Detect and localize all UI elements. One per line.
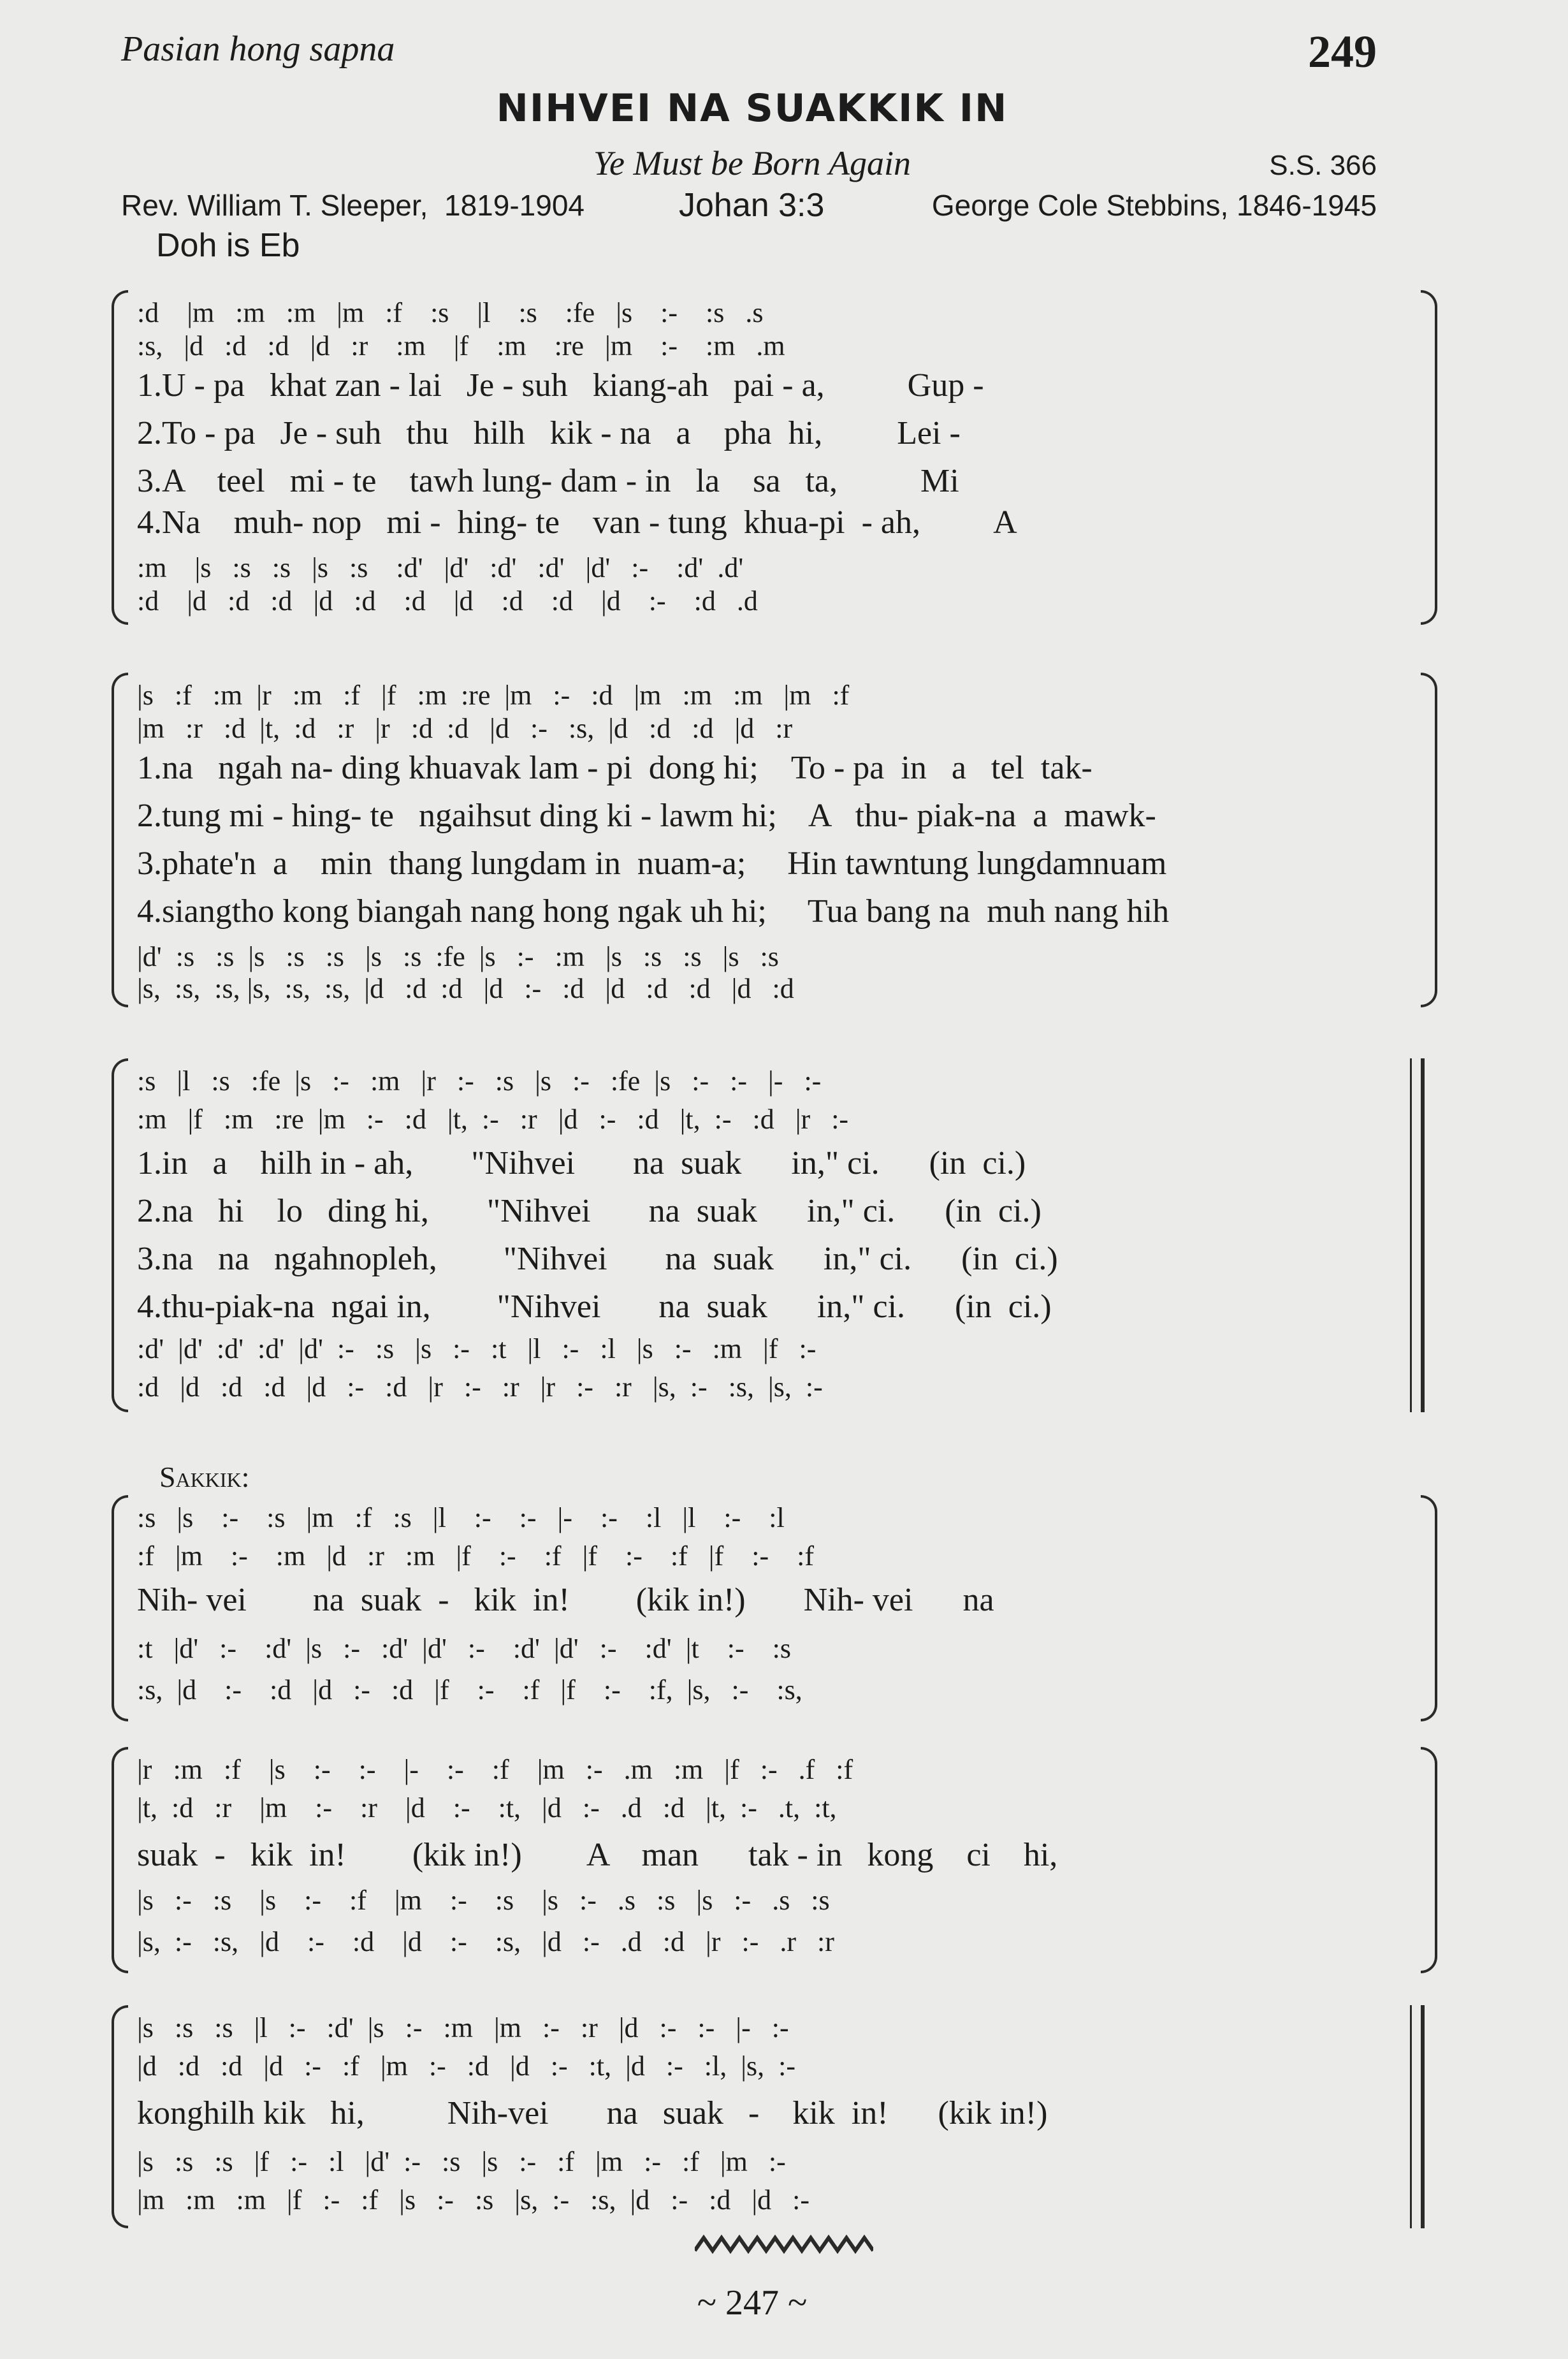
system-brace-left [112, 673, 128, 1007]
bass-line: :s, |d :- :d |d :- :d |f :- :f |f :- :f, |s, :- :s, [137, 1674, 802, 1705]
lyric-verse-3: 3.A teel mi - te tawh lung- dam - in la sa ta, Mi [137, 463, 959, 499]
alto-line: |d :d :d |d :- :f |m :- :d |d :- :t, |d :- :l, |s, :- [137, 2050, 796, 2082]
lyric-verse-3: 3.na na ngahnopleh, "Nihvei na suak in," ci. (in ci.) [137, 1241, 1058, 1277]
tenor-line: |s :- :s |s :- :f |m :- :s |s :- .s :s |s :- .s :s [137, 1885, 830, 1916]
soprano-line: :d |m :m :m |m :f :s |l :s :fe |s :- :s .s [137, 297, 764, 328]
key-signature: Doh is Eb [156, 227, 300, 264]
section-end-barline [1410, 1058, 1412, 1412]
section-end-barline [1421, 1058, 1425, 1412]
music-system-1 [112, 290, 1437, 625]
hymn-title: NIHVEI NA SUAKKIK IN [496, 86, 1008, 131]
system-brace-right [1421, 673, 1437, 1007]
lyric-verse-3: 3.phate'n a min thang lungdam in nuam-a; Hin tawntung lungdamnuam [137, 845, 1167, 882]
alto-line: :m |f :m :re |m :- :d |t, :- :r |d :- :d |t, :- :d |r :- [137, 1104, 849, 1135]
lyric-verse-2: 2.To - pa Je - suh thu hilh kik - na a pha hi, Lei - [137, 415, 961, 451]
final-barline [1421, 2005, 1425, 2228]
music-system-4 [112, 1495, 1437, 1721]
music-system-5 [112, 1747, 1437, 1973]
system-brace-left [112, 1747, 128, 1973]
music-system-3 [112, 1058, 1437, 1412]
music-system-6 [112, 2005, 1437, 2228]
scripture-reference: Johan 3:3 [679, 187, 825, 224]
composer-credit: George Cole Stebbins, 1846-1945 [931, 189, 1377, 222]
tenor-line: |s :s :s |f :- :l |d' :- :s |s :- :f |m :- :f |m :- [137, 2146, 786, 2177]
system-brace-left [112, 1058, 128, 1412]
system-brace-right [1421, 1747, 1437, 1973]
system-brace-right [1421, 1495, 1437, 1721]
alto-line: :s, |d :d :d |d :r :m |f :m :re |m :- :m .m [137, 330, 785, 362]
bass-line: |m :m :m |f :- :f |s :- :s |s, :- :s, |d :- :d |d :- [137, 2184, 810, 2216]
soprano-line: :s |l :s :fe |s :- :m |r :- :s |s :- :fe |s :- :- |- :- [137, 1065, 822, 1097]
system-brace-left [112, 2005, 128, 2228]
footer-page-number: ~ 247 ~ [697, 2283, 808, 2323]
tenor-line: :m |s :s :s |s :s :d' |d' :d' :d' |d' :- :d' .d' [137, 552, 744, 583]
author-credit: Rev. William T. Sleeper, 1819-1904 [121, 189, 584, 222]
tenor-line: :d' |d' :d' :d' |d' :- :s |s :- :t |l :- :l |s :- :m |f :- [137, 1333, 817, 1364]
lyric-verse-4: 4.siangtho kong biangah nang hong ngak uh hi; Tua bang na muh nang hih [137, 893, 1170, 930]
soprano-line: |s :s :s |l :- :d' |s :- :m |m :- :r |d :- :- |- :- [137, 2012, 789, 2043]
bass-line: |s, :- :s, |d :- :d |d :- :s, |d :- .d :d |r :- .r :r [137, 1926, 834, 1957]
system-brace-left [112, 1495, 128, 1721]
tenor-line: |d' :s :s |s :s :s |s :s :fe |s :- :m |s :s :s |s :s [137, 941, 779, 972]
lyric-verse-4: 4.thu-piak-na ngai in, "Nihvei na suak in," ci. (in ci.) [137, 1289, 1052, 1325]
lyric-verse-1: 1.in a hilh in - ah, "Nihvei na suak in," ci. (in ci.) [137, 1145, 1026, 1181]
bass-line: :d |d :d :d |d :- :d |r :- :r |r :- :r |s, :- :s, |s, :- [137, 1371, 823, 1403]
bass-line: :d |d :d :d |d :d :d |d :d :d |d :- :d .d [137, 585, 758, 617]
lyric-verse-4: 4.Na muh- nop mi - hing- te van - tung khua-pi - ah, A [137, 504, 1017, 541]
lyric-refrain: suak - kik in! (kik in!) A man tak - in kong ci hi, [137, 1837, 1058, 1873]
ornament-divider [695, 2235, 873, 2254]
soprano-line: |s :f :m |r :m :f |f :m :re |m :- :d |m :m :m |m :f [137, 680, 850, 711]
final-barline [1410, 2005, 1412, 2228]
refrain-label: Sakkik: [159, 1461, 250, 1493]
page-number: 249 [1308, 26, 1377, 77]
tenor-line: :t |d' :- :d' |s :- :d' |d' :- :d' |d' :- :d' |t :- :s [137, 1633, 791, 1664]
system-brace-right [1421, 290, 1437, 625]
music-system-2 [112, 673, 1437, 1007]
lyric-refrain: konghilh kik hi, Nih-vei na suak - kik in! (kik in!) [137, 2095, 1048, 2131]
bass-line: |s, :s, :s, |s, :s, :s, |d :d :d |d :- :d |d :d :d |d :d [137, 973, 794, 1004]
lyric-refrain: Nih- vei na suak - kik in! (kik in!) Nih- vei na [137, 1582, 994, 1618]
soprano-line: |r :m :f |s :- :- |- :- :f |m :- .m :m |f :- .f :f [137, 1754, 853, 1785]
lyric-verse-1: 1.U - pa khat zan - lai Je - suh kiang-ah pai - a, Gup - [137, 367, 984, 404]
soprano-line: :s |s :- :s |m :f :s |l :- :- |- :- :l |l :- :l [137, 1502, 785, 1533]
alto-line: |m :r :d |t, :d :r |r :d :d |d :- :s, |d :d :d |d :r [137, 713, 793, 744]
hymn-subtitle: Ye Must be Born Again [593, 144, 911, 182]
lyric-verse-1: 1.na ngah na- ding khuavak lam - pi dong hi; To - pa in a tel tak- [137, 750, 1093, 786]
alto-line: :f |m :- :m |d :r :m |f :- :f |f :- :f |f :- :f [137, 1540, 815, 1572]
system-brace-left [112, 290, 128, 625]
lyric-verse-2: 2.tung mi - hing- te ngaihsut ding ki - lawm hi; A thu- piak-na a mawk- [137, 798, 1156, 834]
running-title: Pasian hong sapna [121, 29, 395, 69]
ss-number: S.S. 366 [1269, 150, 1377, 181]
alto-line: |t, :d :r |m :- :r |d :- :t, |d :- .d :d |t, :- .t, :t, [137, 1792, 837, 1823]
lyric-verse-2: 2.na hi lo ding hi, "Nihvei na suak in," ci. (in ci.) [137, 1193, 1042, 1229]
